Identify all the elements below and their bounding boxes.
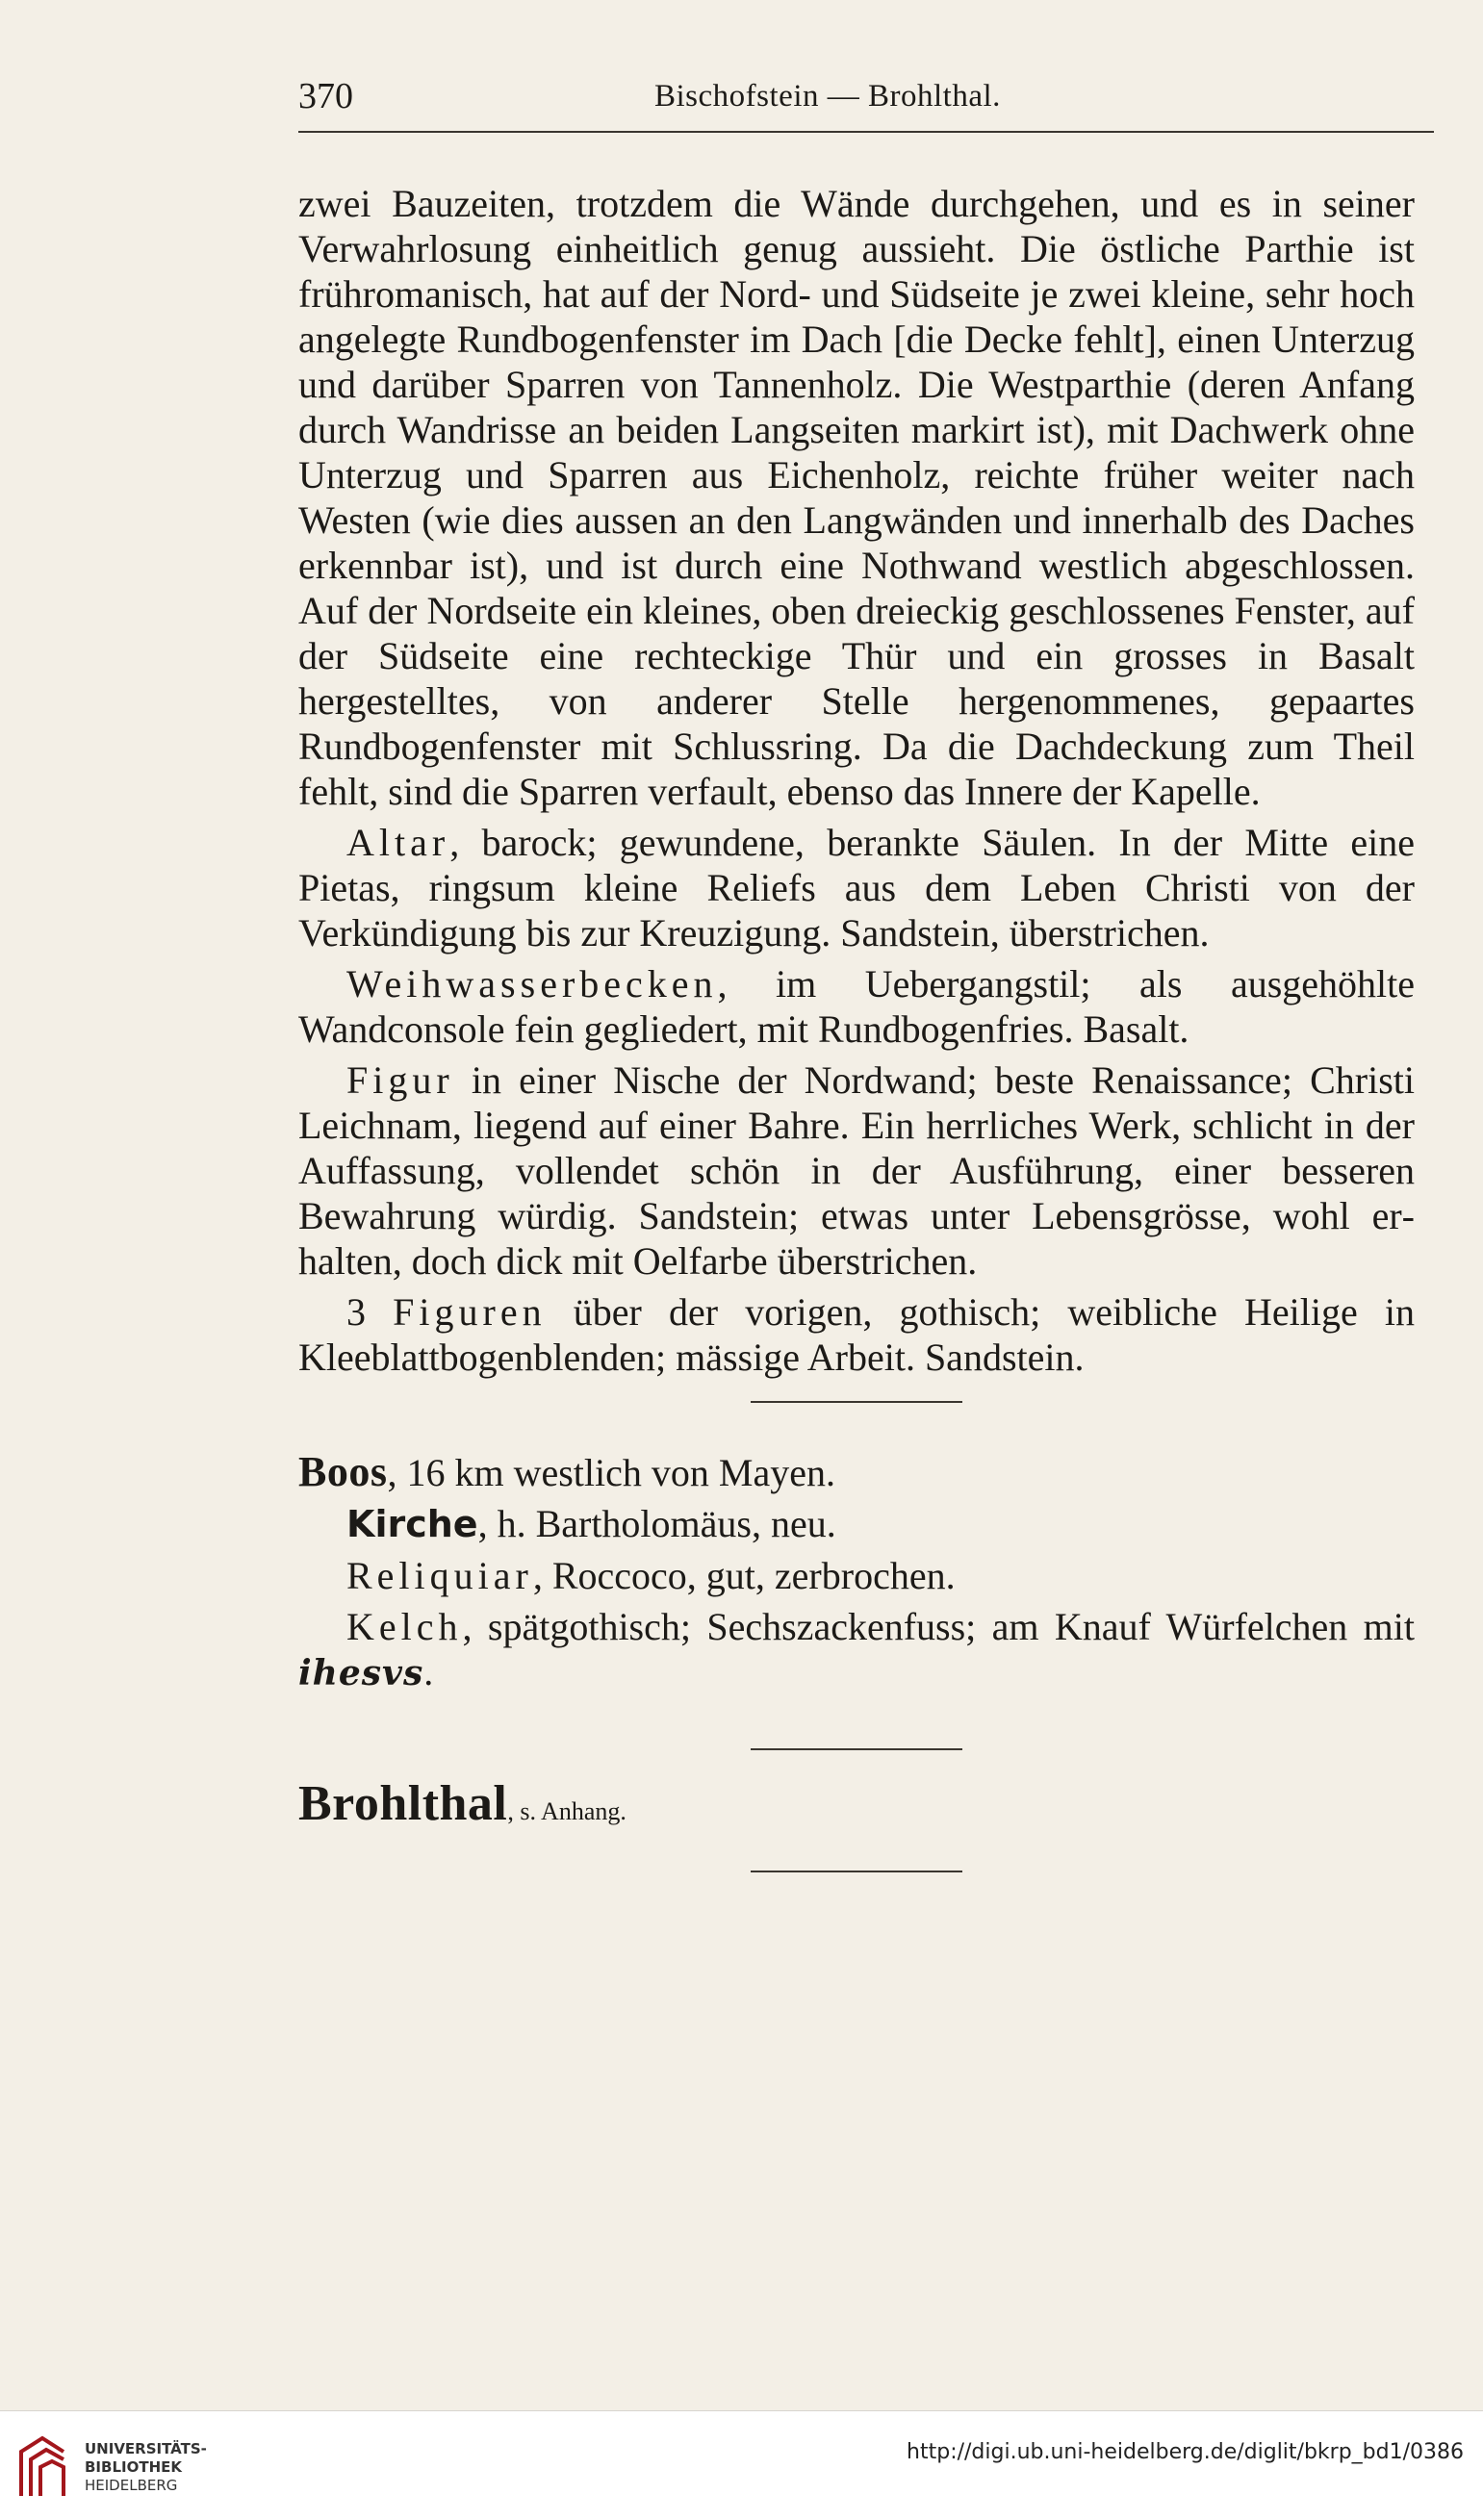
figur-paragraph [298, 1057, 1415, 1284]
altar-term: Altar [346, 821, 450, 864]
library-name-line3: HEIDELBERG [85, 2477, 178, 2494]
kelch-term: Kelch [346, 1605, 463, 1648]
weihwasserbecken-paragraph [298, 961, 1415, 1052]
kelch-end: . [423, 1650, 434, 1693]
figur-term: Figur [346, 1058, 454, 1102]
weihwasserbecken-text: , im Uebergangstil; als ausgehöhlte Wandconsole fein gegliedert, mit Rundbogenfries. Basalt. [298, 962, 1415, 1051]
kelch-gothic-inscription: ihesvs [298, 1653, 424, 1693]
figuren-text: über der vorigen, gothisch; weibliche Heilige in Kleeblattbogenblenden; mässige Arbeit. Sandstein. [298, 1290, 1415, 1379]
kelch-paragraph [298, 1604, 1415, 1696]
reliquiar-text: , Roccoco, gut, zerbrochen. [532, 1554, 956, 1597]
reliquiar-line [298, 1553, 1415, 1598]
page-number: 370 [298, 76, 353, 116]
kirche-line [298, 1501, 1415, 1547]
weihwasserbecken-term: Weihwasserbecken [346, 962, 718, 1005]
figuren-number: 3 [346, 1290, 394, 1334]
reliquiar-term: Reliquiar [346, 1554, 533, 1597]
running-title: Bischofstein — Brohlthal. [654, 79, 1001, 114]
kirche-text: , h. Bartholomäus, neu. [477, 1502, 836, 1545]
library-name-line1: UNIVERSITÄTS- [85, 2440, 207, 2457]
library-logo-icon [13, 2432, 71, 2500]
altar-paragraph [298, 820, 1415, 955]
viewer-footer [0, 2410, 1483, 2520]
figur-text: in einer Nische der Nordwand; beste Renaissance; Christi Leichnam, liegend auf einer Bahre. Ein herrliches Werk, schlicht in der Auffassung, vollendet schön in der Ausführung, einer besseren Bewahrung würdig. Sandstein; etwas unter Lebensgrösse, wohl erhalten, doch dick mit Oelfarbe überstrichen. [298, 1058, 1415, 1283]
figuren-paragraph [298, 1289, 1415, 1380]
altar-text: , barock; gewundene, berankte Säulen. In der Mitte eine Pietas, ringsum kleine Reliefs aus dem Leben Christi von der Verkündigung bis zur Kreuzigung. Sandstein, überstrichen. [298, 821, 1415, 955]
source-url[interactable]: http://digi.ub.uni-heidelberg.de/diglit/bkrp_bd1/0386 [907, 2440, 1464, 2464]
boos-location: , 16 km westlich von Mayen. [387, 1451, 835, 1494]
boos-heading: Boos [298, 1448, 388, 1495]
library-name [85, 2440, 207, 2495]
header-rule [298, 131, 1434, 133]
boos-entry [298, 1449, 1415, 1495]
figuren-term: Figuren [393, 1290, 547, 1334]
kelch-text: , spätgothisch; Sechszackenfuss; am Knauf Würfelchen mit [462, 1605, 1415, 1648]
section-divider [751, 1871, 962, 1872]
intro-paragraph: zwei Bauzeiten, trotzdem die Wände durchgehen, und es in seiner Verwahrlosung einheitlich genug aussieht. Die östliche Parthie ist frühromanisch, hat auf der Nord- und Südseite je zwei kleine, sehr hoch angelegte Rundbogenfenster im Dach [die Decke fehlt], einen Unterzug und darüber Sparren von Tannenholz. Die Westparthie (deren Anfang durch Wandrisse an beiden Langseiten markirt ist), mit Dachwerk ohne Unterzug und Sparren aus Eichenholz, reichte früher weiter nach Westen (wie dies aussen an den Langwänden und innerhalb des Daches erkennbar ist), und ist durch eine Nothwand westlich abgeschlossen. Auf der Nordseite ein kleines, oben dreieckig geschlossenes Fenster, auf der Südseite eine rechteckige Thür und ein grosses in Basalt hergestelltes, von anderer Stelle hergenommenes, gepaartes Rundbogenfenster mit Schlussring. Da die Dachdeckung zum Theil fehlt, sind die Sparren verfault, ebenso das Innere der Kapelle. [298, 182, 1415, 813]
brohlthal-heading: Brohlthal [298, 1776, 508, 1831]
kirche-label: Kirche [346, 1503, 478, 1545]
brohlthal-reference: , s. Anhang. [507, 1797, 626, 1825]
brohlthal-entry [298, 1776, 1415, 1834]
page-body [298, 181, 1415, 1872]
library-name-line2: BIBLIOTHEK [85, 2458, 182, 2476]
running-header [298, 75, 1434, 123]
